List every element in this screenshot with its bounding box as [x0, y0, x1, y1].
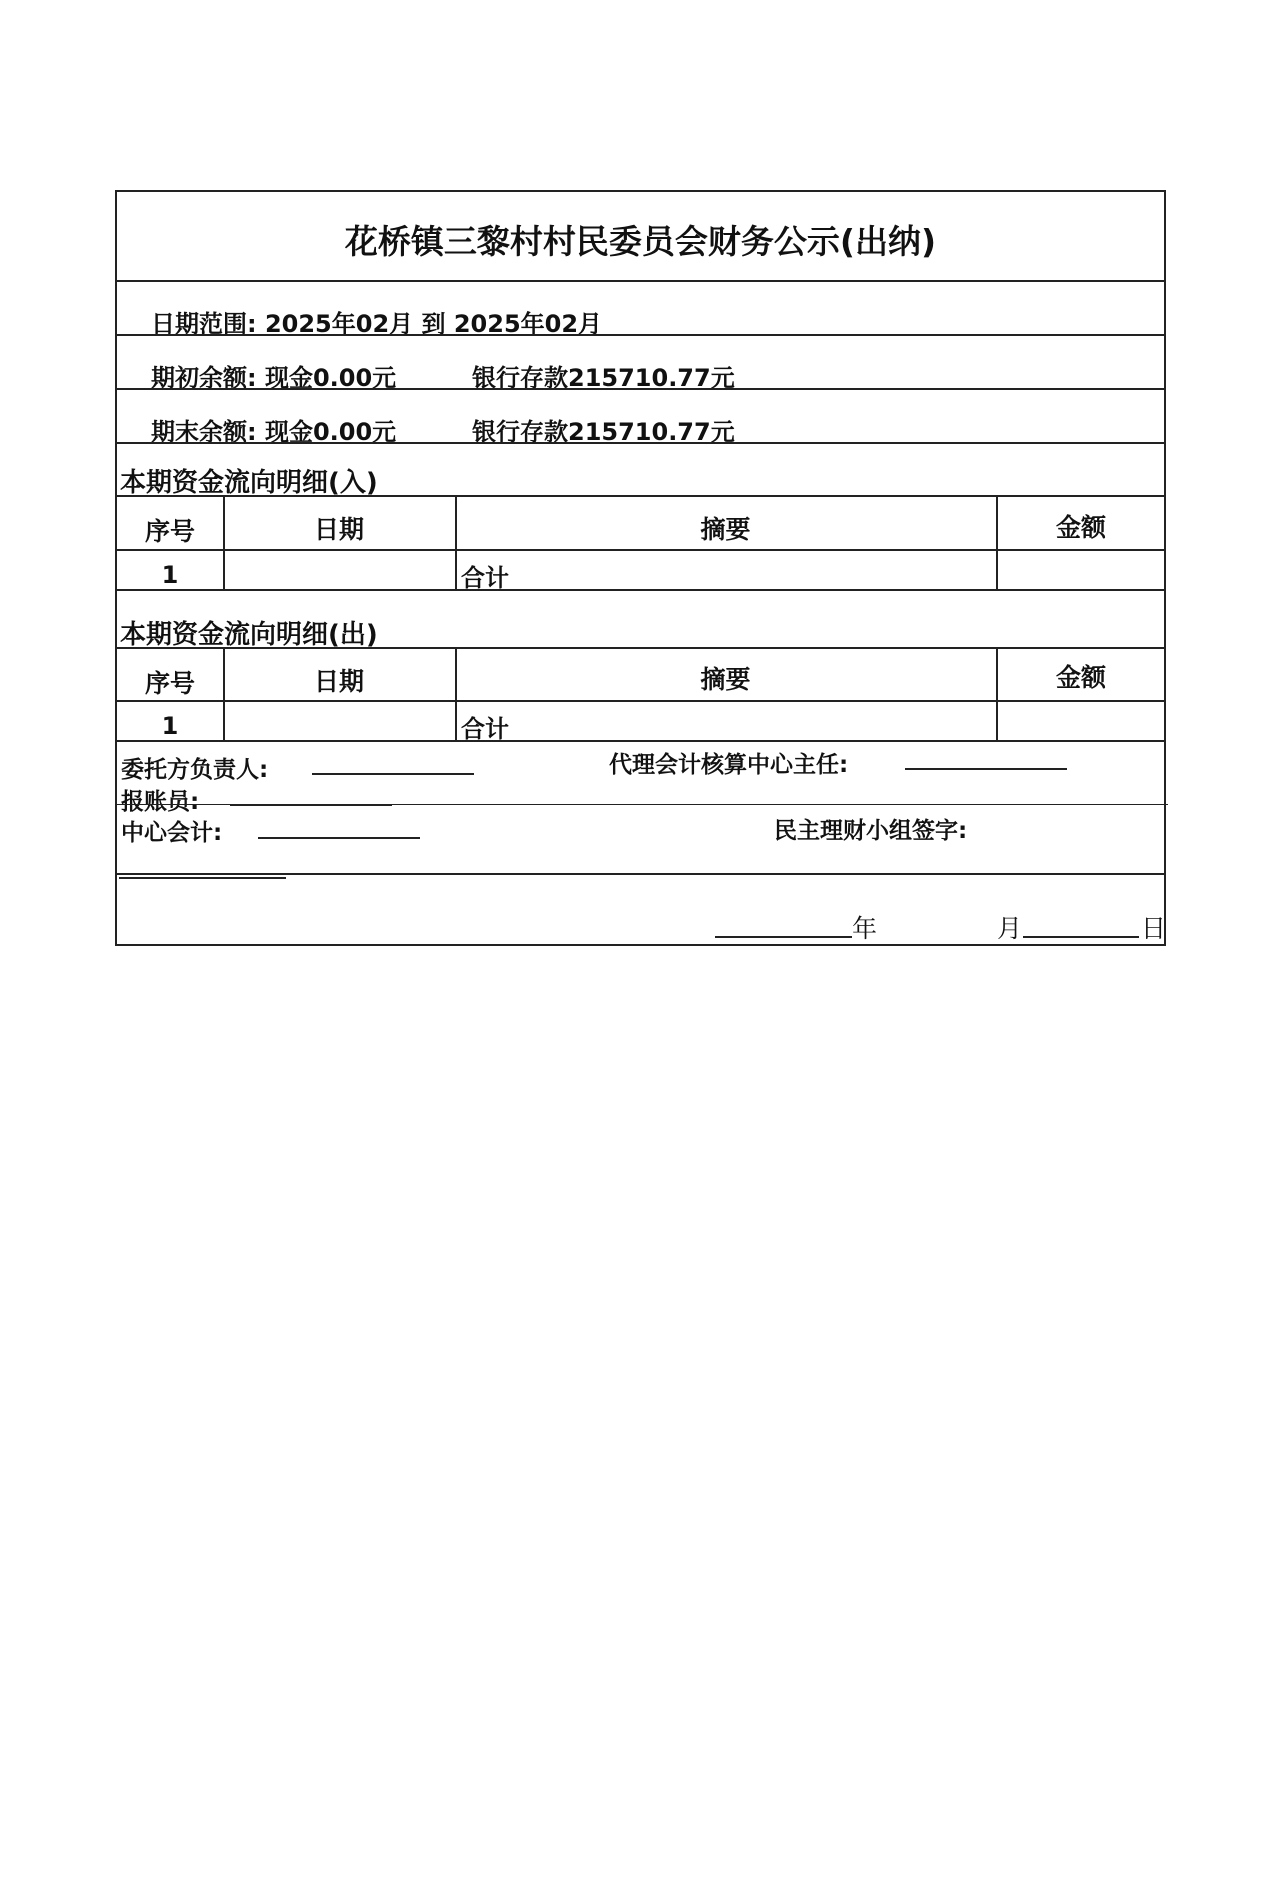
divider [117, 495, 1164, 497]
divider [117, 804, 1168, 805]
day-label: 日 [1141, 914, 1167, 943]
income-header-seq: 序号 [144, 517, 195, 546]
divider [117, 549, 1164, 551]
divider [117, 589, 1164, 591]
income-header-summary: 摘要 [700, 515, 751, 544]
opening-cash: 期初余额: 现金0.00元 [151, 364, 397, 392]
financial-disclosure-form [115, 190, 1166, 946]
divider [117, 280, 1164, 282]
center-accountant-signature-line [258, 837, 420, 839]
divider [117, 334, 1164, 336]
expense-row-seq: 1 [161, 712, 179, 740]
expense-header-seq: 序号 [144, 669, 195, 698]
income-header-date: 日期 [313, 515, 364, 544]
year-line [715, 936, 852, 938]
expense-section-title: 本期资金流向明细(出) [120, 620, 378, 650]
expense-header-summary: 摘要 [700, 665, 751, 694]
closing-bank: 银行存款215710.77元 [472, 418, 735, 446]
income-header-amount: 金额 [1055, 513, 1106, 542]
expense-header-date: 日期 [313, 667, 364, 696]
divider [117, 388, 1164, 390]
expense-header-amount: 金额 [1055, 663, 1106, 692]
divider [117, 647, 1164, 649]
income-row-summary: 合计 [461, 564, 509, 592]
expense-row-summary: 合计 [461, 715, 509, 743]
agency-director-signature-line [905, 768, 1067, 770]
day-line [1023, 936, 1139, 938]
agency-director-label: 代理会计核算中心主任: [609, 752, 849, 778]
center-accountant-label: 中心会计: [121, 820, 223, 846]
divider [117, 740, 1164, 742]
finance-group-label: 民主理财小组签字: [774, 818, 968, 844]
income-row-seq: 1 [161, 561, 179, 589]
divider [117, 700, 1164, 702]
month-label: 月 [997, 914, 1023, 943]
opening-bank: 银行存款215710.77元 [472, 364, 735, 392]
date-range: 日期范围: 2025年02月 到 2025年02月 [151, 310, 603, 338]
client-head-label: 委托方负责人: [121, 757, 269, 783]
closing-cash: 期末余额: 现金0.00元 [151, 418, 397, 446]
income-section-title: 本期资金流向明细(入) [120, 468, 378, 498]
form-title: 花桥镇三黎村村民委员会财务公示(出纳) [344, 222, 937, 261]
year-label: 年 [852, 914, 878, 943]
client-head-signature-line [312, 773, 474, 775]
extra-signature-line [119, 877, 286, 879]
divider [117, 442, 1164, 444]
divider [117, 873, 1164, 875]
reporter-label: 报账员: [121, 789, 200, 815]
